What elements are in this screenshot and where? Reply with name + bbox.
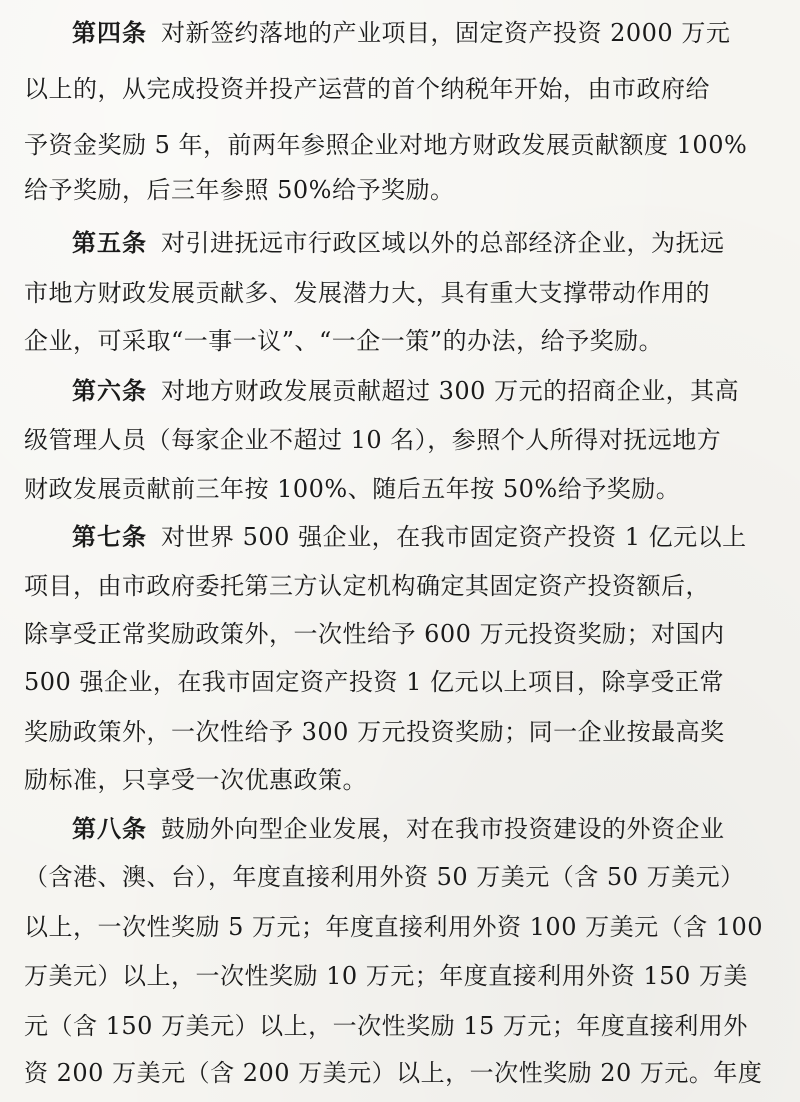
article-6-text-1: 对地方财政发展贡献超过 300 万元的招商企业，其高 xyxy=(161,377,740,405)
article-8-line-5: 元（含 150 万美元）以上，一次性奖励 15 万元；年度直接利用外 xyxy=(24,1012,748,1040)
article-5-line-1 xyxy=(0,225,800,261)
article-5-line-3: 企业，可采取“一事一议”、“一企一策”的办法，给予奖励。 xyxy=(24,327,664,355)
article-8-line-6: 资 200 万美元（含 200 万美元）以上，一次性奖励 20 万元。年度 xyxy=(24,1059,763,1087)
article-7-line-1 xyxy=(0,519,800,555)
article-8-line-1 xyxy=(0,811,800,847)
article-5-line-2: 市地方财政发展贡献多、发展潜力大，具有重大支撑带动作用的 xyxy=(24,279,710,307)
article-4-text-1: 对新签约落地的产业项目，固定资产投资 2000 万元 xyxy=(161,19,731,47)
article-7-line-3: 除享受正常奖励政策外，一次性给予 600 万元投资奖励；对国内 xyxy=(24,620,725,648)
article-8-text-1: 鼓励外向型企业发展，对在我市投资建设的外资企业 xyxy=(161,815,725,843)
article-7-text-1: 对世界 500 强企业，在我市固定资产投资 1 亿元以上 xyxy=(161,523,747,551)
article-8-label: 第八条 xyxy=(72,815,147,843)
article-4-line-1 xyxy=(0,15,800,51)
article-8-line-3: 以上，一次性奖励 5 万元；年度直接利用外资 100 万美元（含 100 xyxy=(24,913,764,941)
article-8-line-2: （含港、澳、台），年度直接利用外资 50 万美元（含 50 万美元） xyxy=(24,863,745,891)
article-4-label: 第四条 xyxy=(72,19,147,47)
article-7-line-5: 奖励政策外，一次性给予 300 万元投资奖励；同一企业按最高奖 xyxy=(24,718,725,746)
article-7-line-6: 励标准，只享受一次优惠政策。 xyxy=(24,766,367,794)
article-6-line-3: 财政发展贡献前三年按 100%、随后五年按 50%给予奖励。 xyxy=(24,475,681,503)
article-6-line-2: 级管理人员（每家企业不超过 10 名），参照个人所得对抚远地方 xyxy=(24,426,722,454)
article-4-line-2: 以上的，从完成投资并投产运营的首个纳税年开始，由市政府给 xyxy=(24,75,710,103)
article-7-label: 第七条 xyxy=(72,523,147,551)
article-7-line-2: 项目，由市政府委托第三方认定机构确定其固定资产投资额后， xyxy=(24,572,710,600)
article-7-line-4: 500 强企业，在我市固定资产投资 1 亿元以上项目，除享受正常 xyxy=(24,668,724,696)
article-4-line-4: 给予奖励，后三年参照 50%给予奖励。 xyxy=(24,176,455,204)
article-5-label: 第五条 xyxy=(72,229,147,257)
article-8-line-4: 万美元）以上，一次性奖励 10 万元；年度直接利用外资 150 万美 xyxy=(24,962,748,990)
article-5-text-1: 对引进抚远市行政区域以外的总部经济企业，为抚远 xyxy=(161,229,725,257)
article-6-label: 第六条 xyxy=(72,377,147,405)
article-6-line-1 xyxy=(0,373,800,409)
article-4-line-3: 予资金奖励 5 年，前两年参照企业对地方财政发展贡献额度 100% xyxy=(24,131,748,159)
